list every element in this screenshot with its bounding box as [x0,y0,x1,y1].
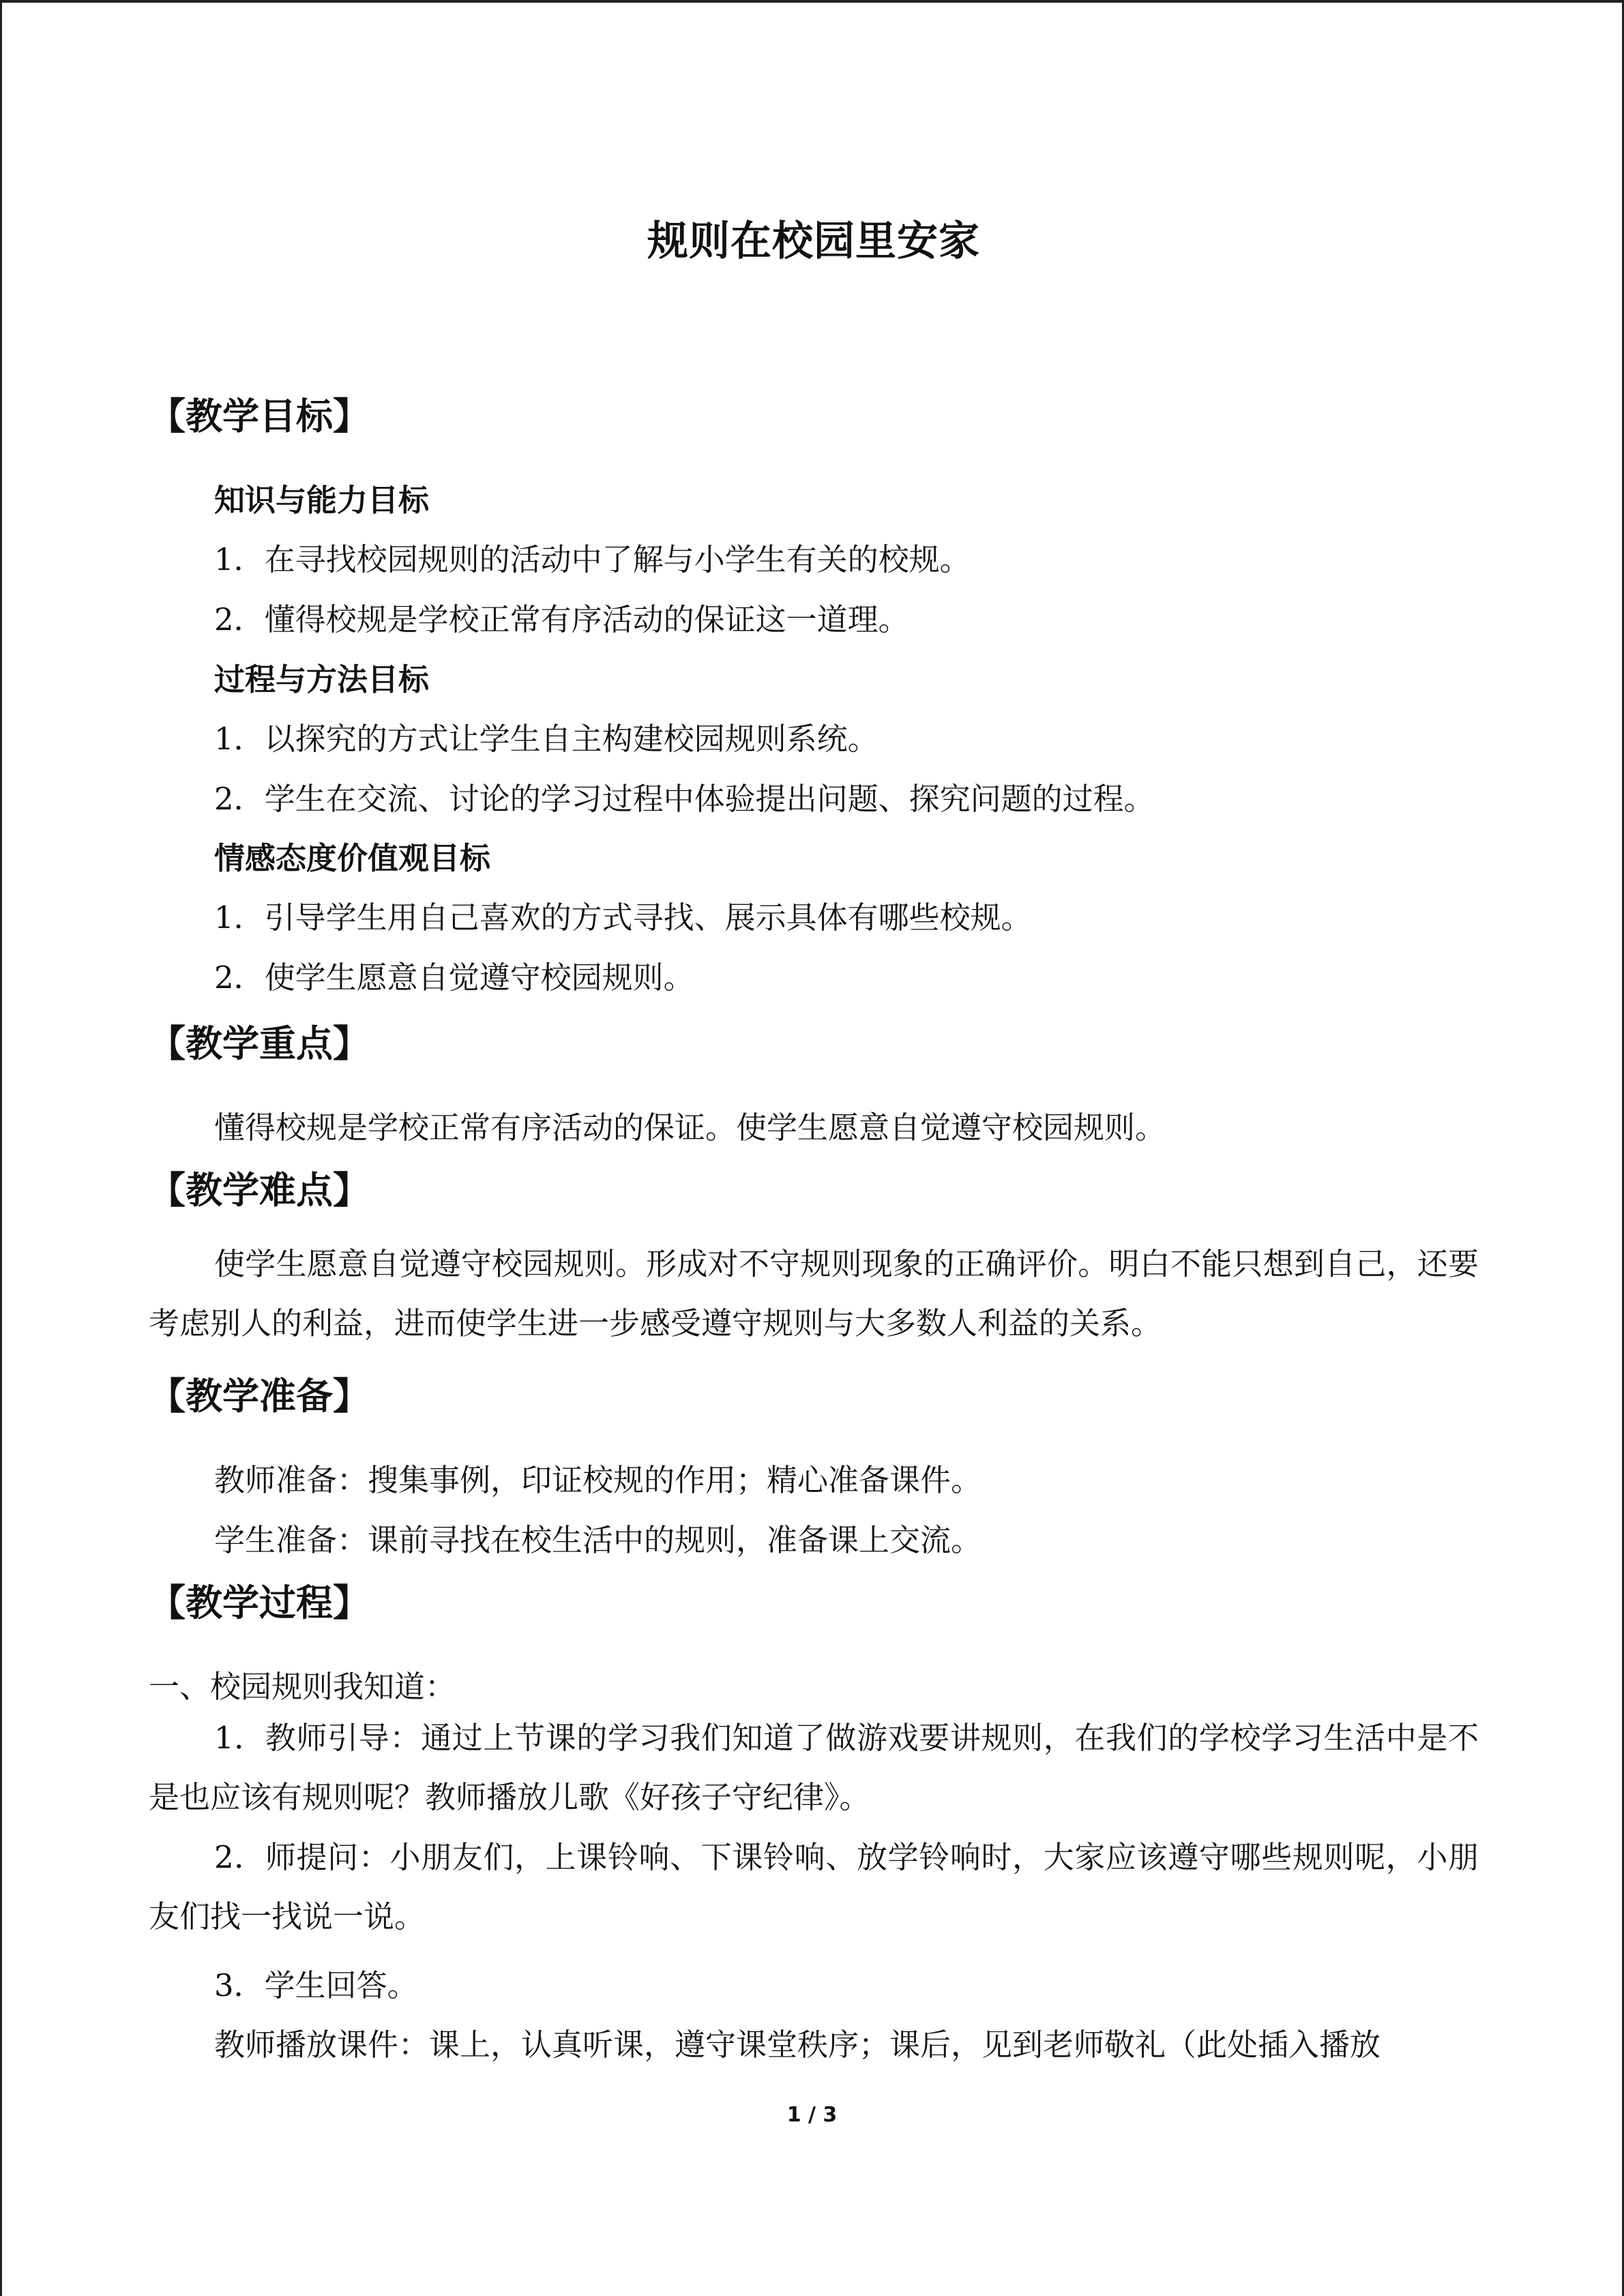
key-points-heading: 【教学重点】 [149,1022,370,1065]
objectives-heading: 【教学目标】 [149,395,370,438]
page-left-border [0,0,2,2296]
page-number: 1 / 3 [786,2103,838,2127]
process-objective-item: 1．以探究的方式让学生自主构建校园规则系统。 [214,721,879,757]
key-points-text: 懂得校规是学校正常有序活动的保证。使学生愿意自觉遵守校园规则。 [214,1109,1166,1146]
process-step-3: 3．学生回答。 [214,1967,418,2003]
knowledge-objective-item: 1．在寻找校园规则的活动中了解与小学生有关的校规。 [214,541,971,578]
student-preparation: 学生准备：课前寻找在校生活中的规则，准备课上交流。 [214,1522,982,1558]
preparation-heading: 【教学准备】 [149,1375,370,1418]
courseware-text: 教师播放课件：课上，认真听课，遵守课堂秩序；课后，见到老师敬礼（此处插入播放 [214,2027,1381,2063]
emotion-objective-item: 1．引导学生用自己喜欢的方式寻找、展示具体有哪些校规。 [214,899,1032,936]
difficulties-heading: 【教学难点】 [149,1169,370,1212]
knowledge-objectives-heading: 知识与能力目标 [214,482,430,518]
page-top-border [0,0,1624,3]
difficulties-text: 使学生愿意自觉遵守校园规则。形成对不守规则现象的正确评价。明白不能只想到自己，还要考虑别人的利益，进而使学生进一步感受遵守规则与大多数人利益的关系。 [149,1246,1479,1341]
part-one-title: 一、校园规则我知道： [149,1669,456,1705]
emotion-objective-item: 2．使学生愿意自觉遵守校园规则。 [214,959,694,996]
process-step-2: 2．师提问：小朋友们，上课铃响、下课铃响、放学铃响时，大家应该遵守哪些规则呢，小朋友们找一找说一说。 [149,1839,1479,1935]
process-step-1: 1．教师引导：通过上节课的学习我们知道了做游戏要讲规则，在我们的学校学习生活中是不是也应该有规则呢？教师播放儿歌《好孩子守纪律》。 [149,1720,1479,1815]
teacher-preparation: 教师准备：搜集事例，印证校规的作用；精心准备课件。 [214,1462,982,1498]
process-heading: 【教学过程】 [149,1581,370,1624]
document-title: 规则在校园里安家 [647,218,980,265]
emotion-objectives-heading: 情感态度价值观目标 [214,840,491,876]
process-objectives-heading: 过程与方法目标 [214,661,430,698]
knowledge-objective-item: 2．懂得校规是学校正常有序活动的保证这一道理。 [214,601,909,638]
process-objective-item: 2．学生在交流、讨论的学习过程中体验提出问题、探究问题的过程。 [214,781,1155,817]
